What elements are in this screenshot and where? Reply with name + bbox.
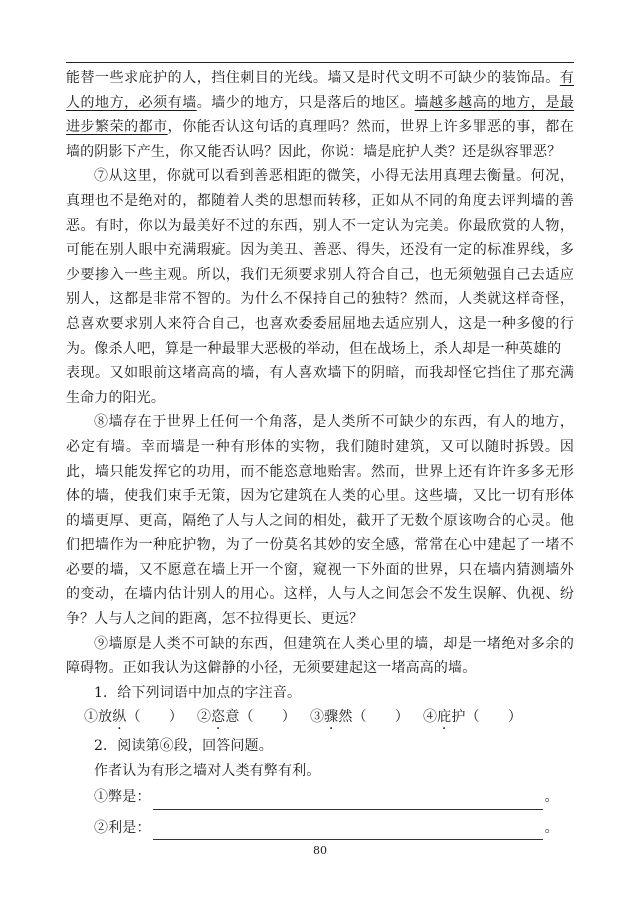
- answer-paren[interactable]: （ ）: [352, 709, 410, 726]
- question-1-prompt: 1．给下列词语中加点的字注音。: [94, 684, 302, 701]
- question-2-prompt: 2．阅读第⑥段，回答问题。: [94, 738, 273, 755]
- reading-passage: [66, 66, 574, 840]
- paragraph-8: ⑧墙存在于世界上任何一个角落，是人类所不可缺少的东西，有人的地方，必定有墙。幸而墙是一种有形体的实物，我们随时建筑，又可以随时拆毁。因此，墙只能发挥它的功用，而不能恣意地贻害。然而，世界上还有许许多多无形体的墙，使我们束手无策，因为它建筑在人类的心里。这些墙，又比一切有形体的墙更厚、更高，隔绝了人与人之间的相处，截开了无数个原该吻合的心灵。他们把墙作为一种庇护物，为了一份莫名其妙的安全感，常常在心中建起了一堵不必要的墙，又不愿意在墙上开一个窗，窥视一下外面的世界，只在墙内猜测墙外的变动，在墙内估计别人的用心。这样，人与人之间怎会不发生误解、仇视、纷争？人与人之间的距离，怎不拉得更长、更远？: [66, 414, 574, 628]
- underlined-sentence-1: 有人的地方，必须有墙: [66, 70, 574, 111]
- answer-line-2: ②利是： 。: [66, 816, 574, 841]
- question-2-subprompt: 作者认为有形之墙对人类有弊有利。: [94, 762, 321, 779]
- q1-item-1: ①放纵（ ）: [84, 709, 184, 726]
- answer-blank-1[interactable]: [153, 792, 543, 810]
- blank-label-2: ②利是：: [94, 819, 151, 836]
- answer-paren[interactable]: （ ）: [239, 709, 297, 726]
- blank-label-1: ①弊是：: [94, 789, 151, 806]
- paragraph-7: ⑦从这里，你就可以看到善恶相距的微笑，小得无法用真理去衡量。何况，真理也不是绝对的，都随着人类的思想而转移，正如从不同的角度去评判墙的善恶。有时，你以为最美好不过的东西，别人不一定认为完美。你最欣赏的人物，可能在别人眼中充满瑕疵。因为美丑、善恶、得失，还没有一定的标准界线，多少要掺入一些主观。所以，我们无须要求别人符合自己，也无须勉强自己去适应别人，这都是非常不智的。为什么不保持自己的独特？然而，人类就这样奇怪，总喜欢要求别人来符合自己，也喜欢委委屈屈地去适应别人，这是一种多傻的行为。像杀人吧，算是一种最罪大恶极的举动，但在战场上，杀人却是一种英雄的: [66, 168, 574, 357]
- q1-item-3: ③骤然（ ）: [310, 709, 410, 726]
- answer-line-1: ①弊是： 。: [66, 785, 574, 810]
- paragraph-7-continued: 表现。又如眼前这堵高高的墙，有人喜欢墙下的阴暗，而我却怪它挡住了那充满生命力的阳光。: [66, 365, 574, 406]
- underlined-sentence-2: 墙越多越高的地方，是最进步繁荣的都市: [66, 94, 575, 136]
- emphasis-dot-char: 骤: [324, 709, 339, 726]
- question-1-items: [66, 705, 574, 730]
- emphasis-dot-char: 庇: [437, 709, 452, 726]
- q1-item-2: ②恣意（ ）: [197, 709, 297, 726]
- page-number: 80: [313, 844, 327, 857]
- paragraph-6-continued: 能替一些求庇护的人，挡住刺目的光线。墙又是时代文明不可缺少的装饰品。有人的地方，必须有墙。墙少的地方，只是落后的地区。墙越多越高的地方，是最进步繁荣的都市，你能否认这句话的真理吗？然而，世界上许多罪恶的事，都在墙的阴影下产生，你又能否认吗？因此，你说：墙是庇护人类？还是纵容罪恶？: [66, 70, 575, 160]
- answer-paren[interactable]: （ ）: [126, 709, 184, 726]
- emphasis-dot-char: 纵: [112, 709, 127, 726]
- paragraph-9: ⑨墙原是人类不可缺的东西，但建筑在人类心里的墙，却是一堵绝对多余的障碍物。正如我认为这僻静的小径，无须要建起这一堵高高的墙。: [66, 635, 574, 677]
- answer-blank-2[interactable]: [153, 822, 543, 840]
- emphasis-dot-char: 恣: [211, 709, 226, 726]
- header-rule: [66, 62, 574, 63]
- answer-paren[interactable]: （ ）: [465, 709, 523, 726]
- q1-item-4: ④庇护（ ）: [423, 709, 523, 726]
